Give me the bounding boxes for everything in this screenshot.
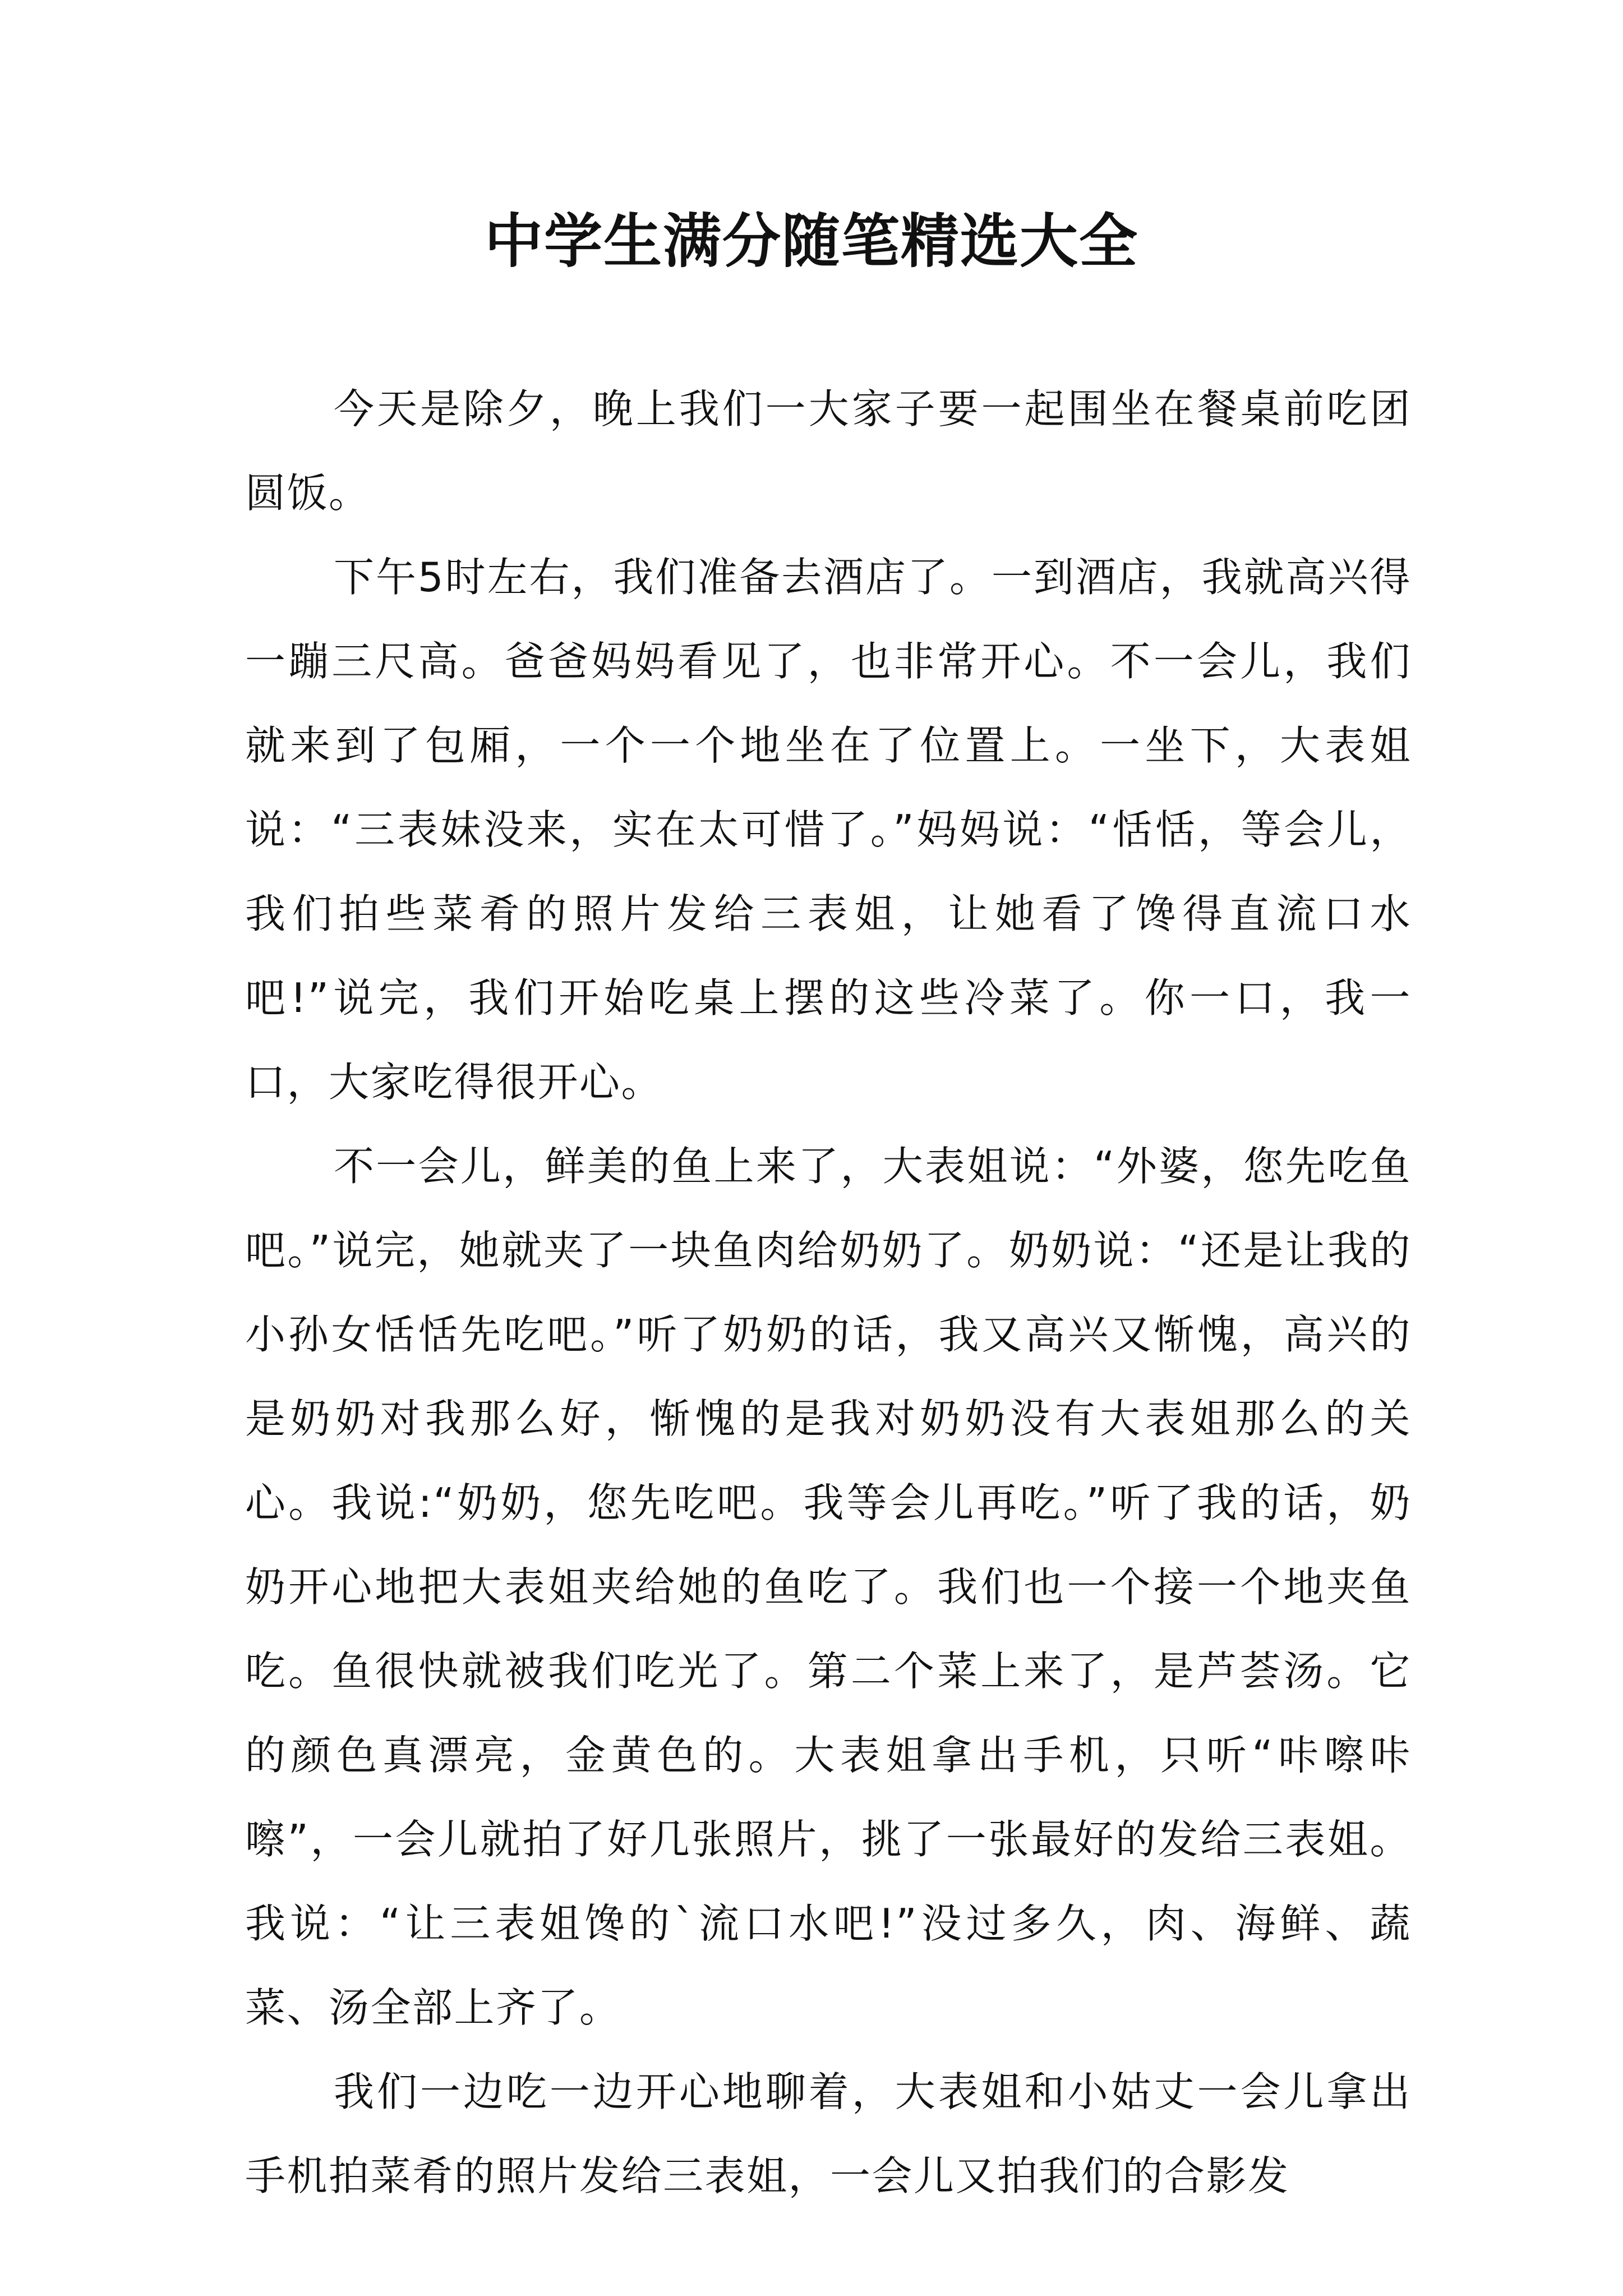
paragraph: 下午5时左右，我们准备去酒店了。一到酒店，我就高兴得一蹦三尺高。爸爸妈妈看见了，也非常开心。不一会儿，我们就来到了包厢，一个一个地坐在了位置上。一坐下，大表姐说：“三表妹没来，实在太可惜了。”妈妈说：“恬恬，等会儿，我们拍些菜肴的照片发给三表姐，让她看了馋得直流口水吧!”说完，我们开始吃桌上摆的这些冷菜了。你一口，我一口，大家吃得很开心。 <box>245 554 1412 1106</box>
paragraph: 我们一边吃一边开心地聊着，大表姐和小姑丈一会儿拿出手机拍菜肴的照片发给三表姐，一会儿又拍我们的合影发 <box>245 2068 1412 2200</box>
paragraph: 不一会儿，鲜美的鱼上来了，大表姐说：“外婆，您先吃鱼吧。”说完，她就夹了一块鱼肉给奶奶了。奶奶说：“还是让我的小孙女恬恬先吃吧。”听了奶奶的话，我又高兴又惭愧，高兴的是奶奶对我那么好，惭愧的是我对奶奶没有大表姐那么的关心。我说:“奶奶，您先吃吧。我等会儿再吃。”听了我的话，奶奶开心地把大表姐夹给她的鱼吃了。我们也一个接一个地夹鱼吃。鱼很快就被我们吃光了。第二个菜上来了，是芦荟汤。它的颜色真漂亮，金黄色的。大表姐拿出手机，只听“咔嚓咔嚓”，一会儿就拍了好几张照片，挑了一张最好的发给三表姐。我说：“让三表姐馋的`流口水吧!”没过多久，肉、海鲜、蔬菜、汤全部上齐了。 <box>245 1143 1412 2031</box>
document-body <box>245 367 1412 2218</box>
paragraph: 今天是除夕，晚上我们一大家子要一起围坐在餐桌前吃团圆饭。 <box>245 385 1412 517</box>
document-title: 中学生满分随笔精选大全 <box>484 206 1138 275</box>
